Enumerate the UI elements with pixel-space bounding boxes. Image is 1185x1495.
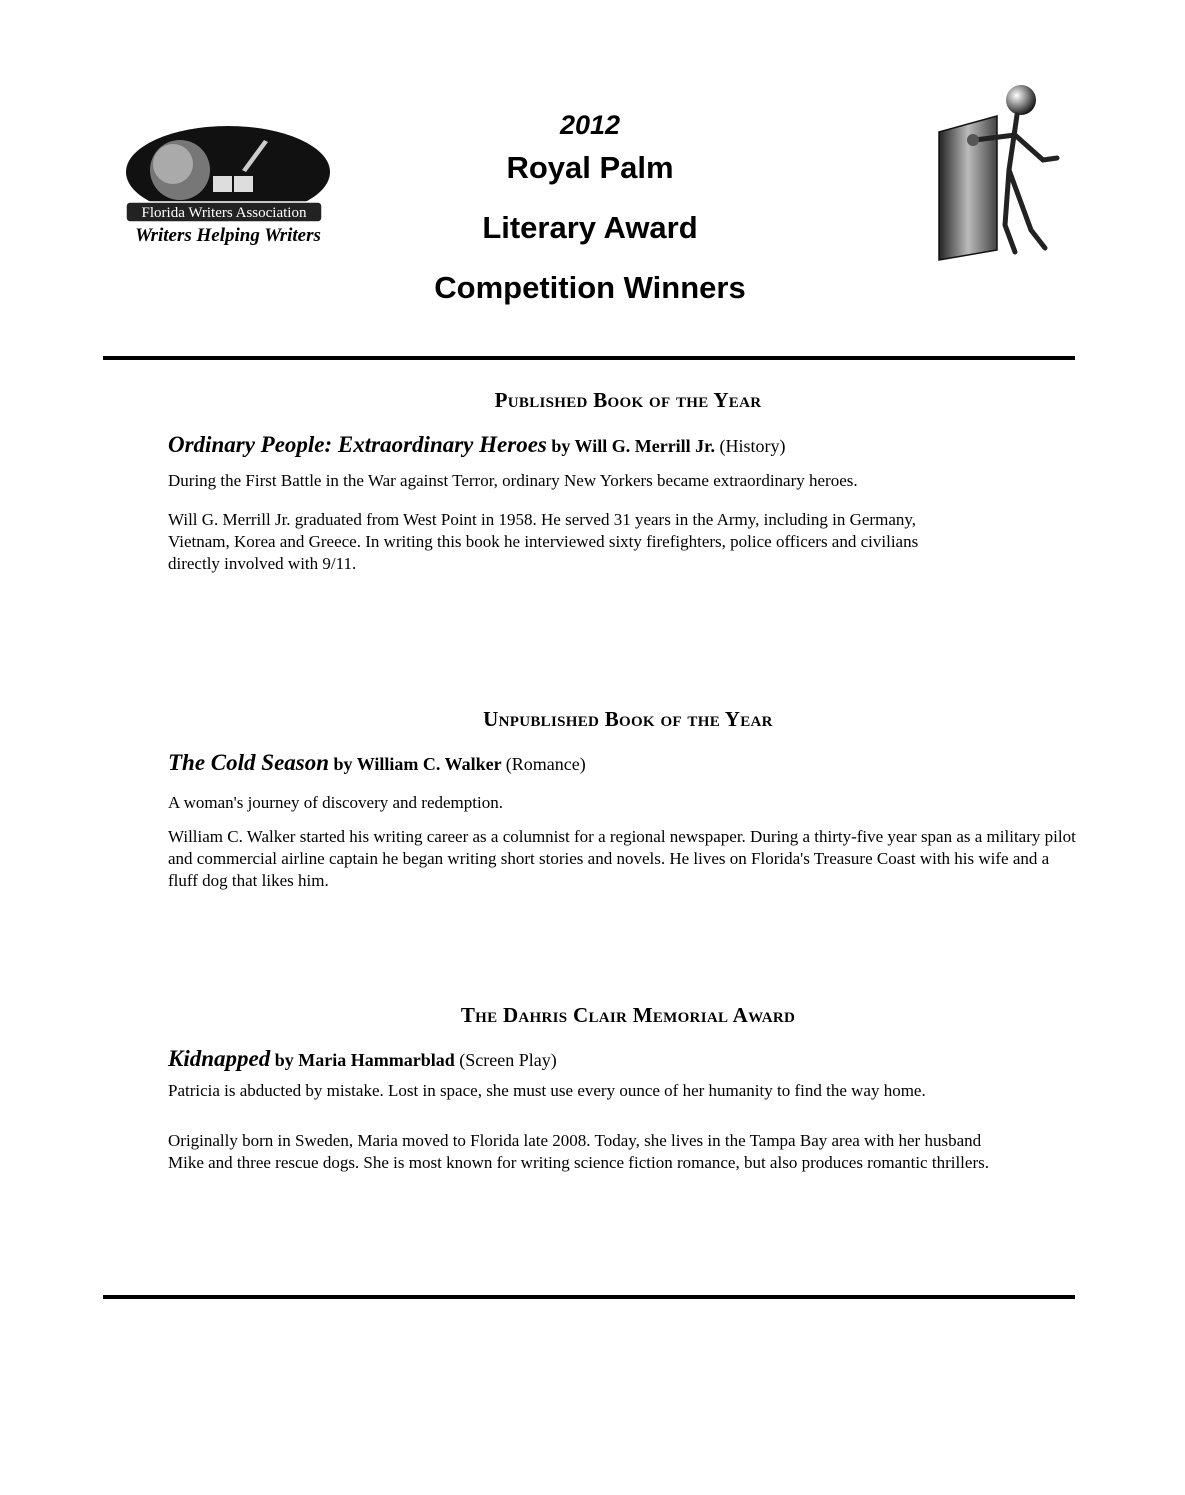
logo-text: Florida Writers Association [141, 205, 307, 221]
top-divider [103, 356, 1075, 360]
section-unpublished-book [168, 707, 1088, 892]
award-entry [168, 750, 1088, 776]
stick-figure-with-book-icon [935, 80, 1065, 265]
section-published-book [168, 388, 1088, 575]
title-line-2: Literary Award [482, 210, 698, 245]
page-title [340, 108, 840, 308]
title-year: 2012 [559, 110, 621, 140]
book-summary: During the First Battle in the War against Terror, ordinary New Yorkers became extraordinary heroes. [168, 471, 858, 490]
tagline: Writers Helping Writers [135, 225, 321, 246]
genre: (Screen Play) [459, 1050, 557, 1070]
section-dahris-clair-award [168, 1003, 1088, 1174]
section-heading: Unpublished Book of the Year [483, 707, 773, 731]
section-heading: Published Book of the Year [494, 388, 762, 412]
author-byline: by Maria Hammarblad [274, 1050, 455, 1070]
bottom-divider [103, 1295, 1075, 1299]
genre: (History) [719, 436, 786, 456]
title-line-1: Royal Palm [506, 150, 674, 185]
author-bio: William C. Walker started his writing career as a columnist for a regional newspaper. During a thirty-five year span as a military pilot and commercial airline captain he began writing short stories and novels. He lives on Florida's Treasure Coast with his wife and a fluff dog that likes him. [168, 827, 1076, 890]
author-byline: by William C. Walker [333, 754, 502, 774]
genre: (Romance) [505, 754, 586, 774]
award-entry [168, 1046, 1088, 1072]
author-bio: Originally born in Sweden, Maria moved to Florida late 2008. Today, she lives in the Tampa Bay area with her husband Mike and three rescue dogs. She is most known for writing science fiction romance, but also produces romantic thrillers. [168, 1131, 989, 1172]
book-title: Ordinary People: Extraordinary Heroes [168, 432, 547, 457]
section-heading: The Dahris Clair Memorial Award [460, 1003, 796, 1027]
book-title: Kidnapped [168, 1046, 271, 1071]
author-bio: Will G. Merrill Jr. graduated from West Point in 1958. He served 31 years in the Army, including in Germany, Vietnam, Korea and Greece. In writing this book he interviewed sixty firefighters, police officers and civilians directly involved with 9/11. [168, 510, 919, 573]
award-entry [168, 432, 1088, 458]
book-summary: Patricia is abducted by mistake. Lost in space, she must use every ounce of her humanity to find the way home. [168, 1081, 926, 1100]
title-line-3: Competition Winners [434, 270, 746, 305]
logo-emblem-icon [118, 124, 338, 229]
book-title: The Cold Season [168, 750, 330, 775]
author-byline: by Will G. Merrill Jr. [551, 436, 716, 456]
book-summary: A woman's journey of discovery and redemption. [168, 793, 503, 812]
